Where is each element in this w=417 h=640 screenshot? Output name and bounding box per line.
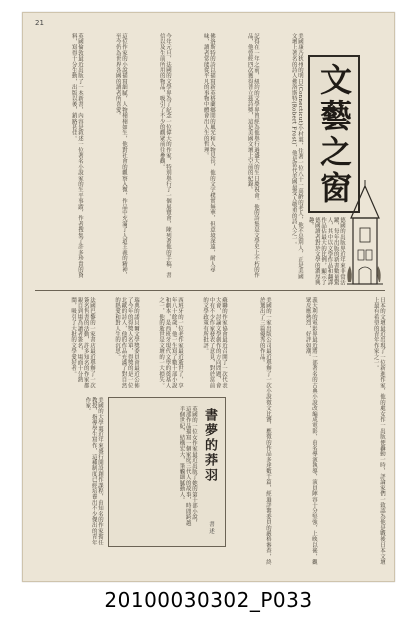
text-column: 佛洛斯特的詩以描寫新英格蘭鄉間的風光和人物見長，他的文字樸實無華，但意境深遠，耐人尋味，讀者常能從平凡的事物中體會出人生的哲理。 [202,33,215,273]
sidebar-title: 書夢的莽羽 [202,408,217,483]
text-column: 德國的出版界近年來非常活躍，每年出版的新書數量驚人，其中以文學作品和翻譯作品佔最大的比例，顯示了德國讀者對於文學的濃厚興趣。 [307,217,345,286]
text-column: 美國的一家出版公司最近舉辦了一次小說徵文比賽，應徵的作品多達數千篇，經過評審委員的嚴格審查，終於選出了三篇優秀的作品。 [258,297,271,565]
text-column: 這位作家的小說描寫細膩，人物栩栩如生，他對社會的觀察入微，作品中充滿了人道主義的精神，至今仍為世界各國的讀者所喜愛。 [114,33,127,279]
text-column: 美國康乃狄州的明日(Connecticut)小村裏，住著一位八十一高齡的老人，他不是別人，正是美國文壇上著名的詩人佛洛斯特(Robert Frost)，他是當代美國最受人敬重的詩人之一。 [290,33,303,280]
text-column: 瑞典的諾貝爾文學獎委員會最近公佈了今年的得獎人名單，得獎的是一位北歐的詩人，他的作品充滿了對自然的熱愛和對人生的沉思。 [114,297,139,389]
section-divider [35,290,385,291]
sidebar-author: 書 述 [208,521,214,534]
text-column: 法國巴黎的一家書店最近舉辦了一次簽名售書的活動，許多知名的作家都親自到場為讀者簽名，場面十分熱鬧，吸引了大批的文學愛好者。 [70,297,95,389]
text-column: 義大利的電影界最近將一部著名的古典小說改編成電影，由名導演執導，演員陣容十分堅強，上映以後，觀眾反應熱烈，好評如潮。 [304,297,317,565]
text-column: 西班牙的一位老作家最近逝世了，享年八十餘歲，他一生寫了數十部小說和劇本，是西班牙現代文學的奠基人之一，他的逝世是文壇的一大損失。 [158,297,183,389]
building-illustration [345,178,385,288]
column-title: 文藝之窗 [315,63,353,207]
text-column: 英國倫敦最近出版了一本新書，內容是敘述一位著名小說家的生平事蹟，作者搜集了許多珍貴的資料，寫得十分生動，出版以後，銷路甚佳。 [70,33,83,279]
page-number: 21 [35,19,44,27]
sidebar-article-box [108,397,226,547]
text-column: 今年元旦，法國的文學界為了紀念一位偉大的作家，特別舉行了一個展覽會，陳列著他的手稿、書信以及生前所用的物品，吸引了不少的觀眾前往參觀。 [158,33,171,279]
sidebar-text: 英國的一位女作家最近出版了她的第十部小說，這部作品描寫一個家庭三代人的故事，時間跨越半個世紀，結構宏大，筆觸細膩動人。 [178,406,197,526]
image-caption: 20100030302_P033 [104,588,313,612]
text-column: 日本的文壇最近出現了一位新進作家，他的處女作一出版便轟動一時，評論家們一致認為他是戰後日本文壇上最有希望的青年作家之一。 [372,297,385,565]
text-column: 美國的大學裏近年來盛行開設創作課程，由知名的作家擔任教授，指導學生寫作，這種制度已經培養出不少傑出的青年作家。 [84,397,103,546]
text-column: 蘇聯的作家協會最近召開了一次代表大會，討論文學創作的方向問題，會中有不少作家發表了意見，對於當前的文學政策有所批評。 [202,297,227,389]
text-column: 記得在一年之前，紐約的文學界曾經為他舉行過盛大的生日慶祝會。他的詩集是文學史上不朽的作品，他曾經四次獲得普立茲詩獎，這是美國文壇上空前的紀錄。 [246,33,259,279]
magazine-page [22,12,395,582]
